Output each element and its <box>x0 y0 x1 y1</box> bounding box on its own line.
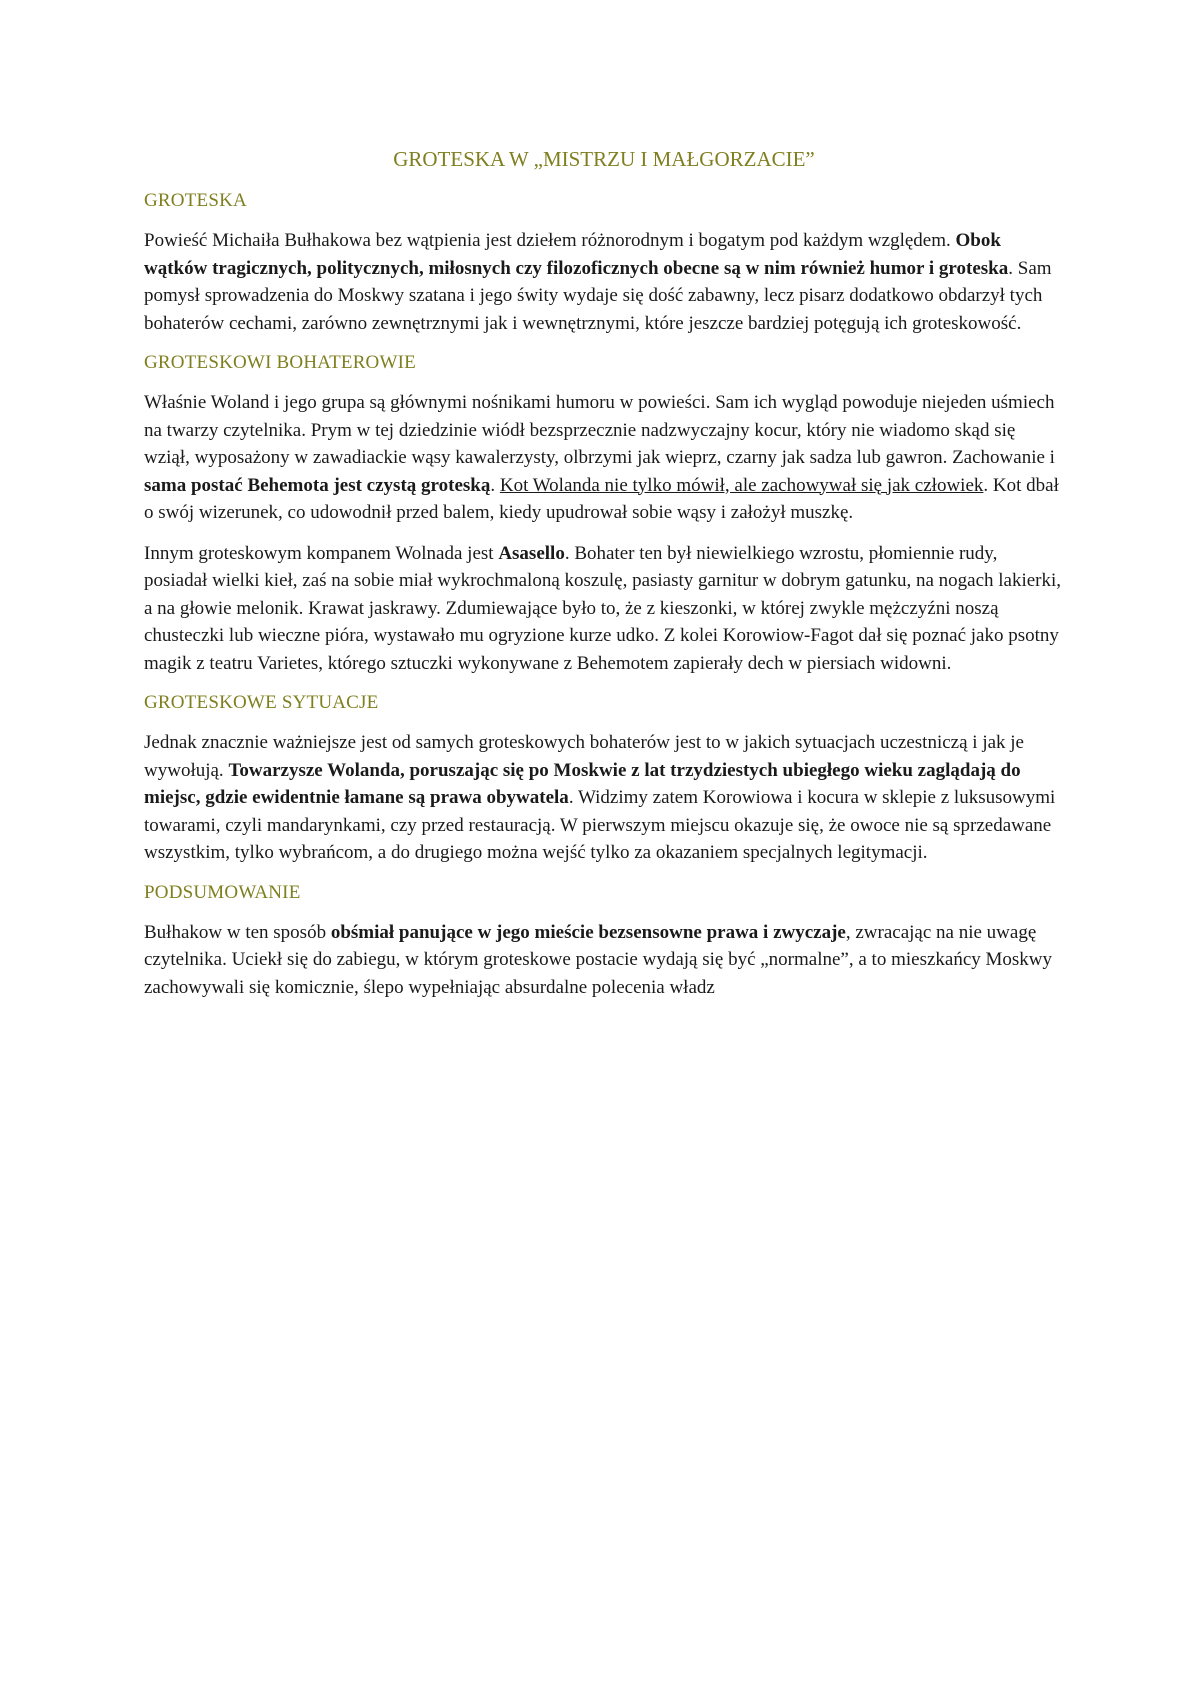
text-run: , zwracając na nie uwagę czytelnika. Uciekł się do zabiegu, w którym groteskowe postacie wydają się być „normalne”, a to mieszkańcy Moskwy zachowywali się komicznie, ślepo wypełniając absurdalne polecenia władz <box>144 921 1053 998</box>
section-heading: GROTESKOWE SYTUACJE <box>144 692 379 713</box>
text-run: Właśnie Woland i jego grupa są głównymi nośnikami humoru w powieści. Sam ich wygląd powoduje niejeden uśmiech na twarzy czytelnika. Prym w tej dziedzinie wiódł bezsprzecznie nadzwyczajny kocur, który nie wiadomo skąd się wziął, wyposażony w zawadiackie wąsy kawalerzysty, olbrzymi jak wieprz, czarny jak sadza lub gawron. Zachowanie i <box>144 392 1055 468</box>
paragraph <box>144 389 1064 527</box>
bold-text: Obok wątków tragicznych, politycznych, miłosnych czy filozoficznych obecne są w nim również humor i groteska <box>144 230 1009 279</box>
paragraph <box>144 227 1064 337</box>
text-run: . Widzimy zatem Korowiowa i kocura w sklepie z luksusowymi towarami, czyli mandarynkami, czy przed restauracją. W pierwszym miejscu okazuje się, że owoce nie są sprzedawane wszystkim, tylko wybrańcom, a do drugiego można wejść tylko za okazaniem specjalnych legitymacji. <box>144 787 1056 863</box>
section-heading: GROTESKOWI BOHATEROWIE <box>144 352 416 373</box>
text-run: Jednak znacznie ważniejsze jest od samych groteskowych bohaterów jest to w jakich sytuacjach uczestniczą i jak je wywołują. <box>144 732 1024 781</box>
section-heading: GROTESKA <box>144 190 247 211</box>
text-run: . Bohater ten był niewielkiego wzrostu, płomiennie rudy, posiadał wielki kieł, zaś na sobie miał wykrochmaloną koszulę, pasiasty garnitur w dobrym gatunku, na nogach lakierki, a na głowie melonik. Krawat jaskrawy. Zdumiewające było to, że z kieszonki, w której zwykle mężczyźni noszą chusteczki lub wieczne pióra, wystawało mu ogryzione kurze udko. Z kolei Korowiow-Fagot dał się poznać jako psotny magik z teatru Varietes, którego sztuczki wykonywane z Behemotem zapierały dech w piersiach widowni. <box>144 542 1062 674</box>
document-body <box>144 188 1064 1001</box>
text-run: . Sam pomysł sprowadzenia do Moskwy szatana i jego świty wydaje się dość zabawny, lecz pisarz dodatkowo obdarzył tych bohaterów cechami, zarówno zewnętrznymi jak i wewnętrznymi, które jeszcze bardziej potęgują ich groteskowość. <box>144 257 1052 334</box>
underlined-text: Kot Wolanda nie tylko mówił, ale zachowywał się jak człowiek <box>499 474 984 496</box>
paragraph <box>144 919 1064 1002</box>
text-run: Powieść Michaiła Bułhakowa bez wątpienia jest dziełem różnorodnym i bogatym pod każdym względem. <box>144 230 956 251</box>
section-heading: PODSUMOWANIE <box>144 881 301 903</box>
document-title: GROTESKA W „MISTRZU I MAŁGORZACIE” <box>393 147 815 171</box>
bold-text: Towarzysze Wolanda, poruszając się po Moskwie z lat trzydziestych ubiegłego wieku zaglądają do miejsc, gdzie ewidentnie łamane są prawa obywatela <box>144 759 1021 808</box>
bold-text: Asasello <box>498 542 565 564</box>
bold-text: obśmiał panujące w jego mieście bezsensowne prawa i zwyczaje <box>330 921 846 943</box>
paragraph <box>144 540 1064 678</box>
paragraph <box>144 729 1064 867</box>
text-run: . Kot dbał o swój wizerunek, co udowodnił przed balem, kiedy upudrował sobie wąsy i założył muszkę. <box>144 474 1059 523</box>
text-run: . <box>490 474 500 496</box>
text-run: Bułhakow w ten sposób <box>144 921 331 943</box>
document-page <box>144 146 1064 1014</box>
bold-text: sama postać Behemota jest czystą groteską <box>144 474 491 496</box>
text-run: Innym groteskowym kompanem Wolnada jest <box>144 542 499 564</box>
